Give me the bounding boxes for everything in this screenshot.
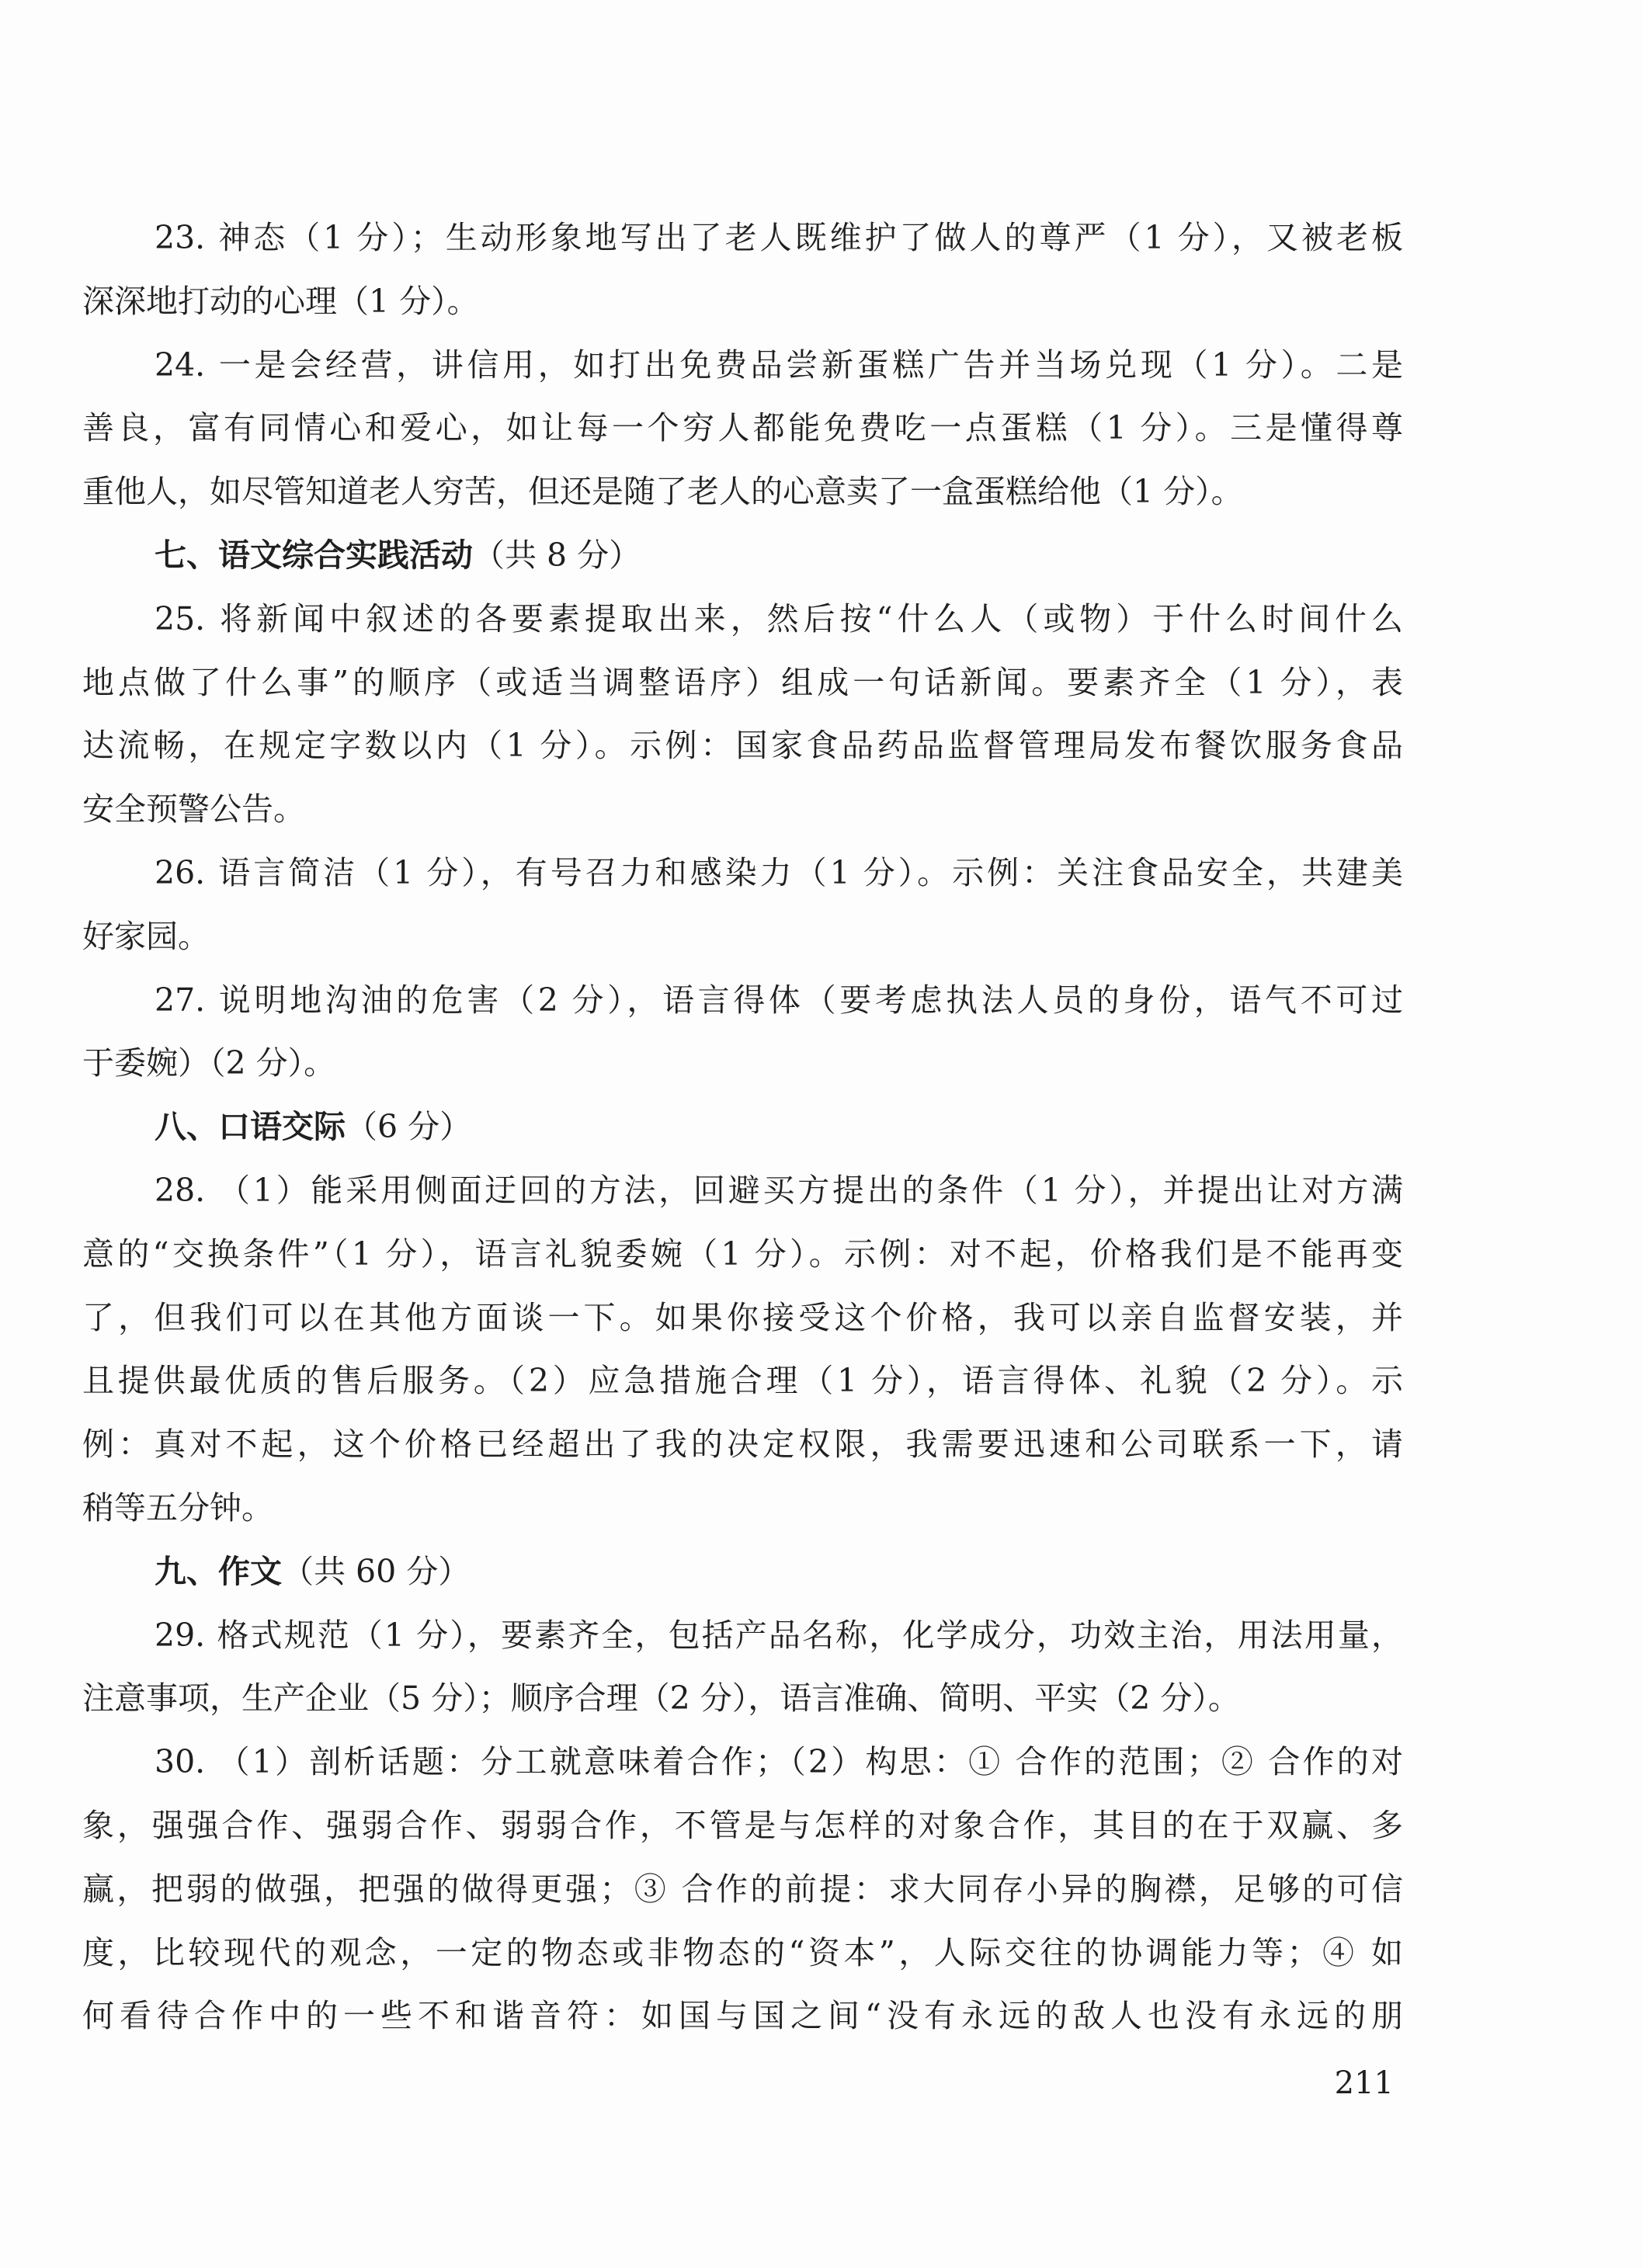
text-line: 度，比较现代的观念，一定的物态或非物态的“资本”，人际交往的协调能力等；④ 如 [82,1933,1403,1971]
text-line: 赢，把弱的做强，把强的做得更强；③ 合作的前提：求大同存小异的胸襟，足够的可信 [82,1870,1403,1908]
text-line: 重他人，如尽管知道老人穷苦，但还是随了老人的心意卖了一盒蛋糕给他（1 分）。 [82,473,1243,511]
text-line: 何看待合作中的一些不和谐音符：如国与国之间“没有永远的敌人也没有永远的朋 [82,1997,1403,2035]
text-line: 23. 神态（1 分）；生动形象地写出了老人既维护了做人的尊严（1 分），又被老板 [155,219,1403,256]
text-line: 注意事项，生产企业（5 分）；顺序合理（2 分），语言准确、简明、平实（2 分）。 [82,1679,1240,1717]
section-heading-title: 七、语文综合实践活动 [155,536,473,574]
section-heading-title: 八、口语交际 [155,1108,346,1146]
text-line: 26. 语言简洁（1 分），有号召力和感染力（1 分）。示例：关注食品安全，共建美 [155,853,1403,891]
text-line: 24. 一是会经营，讲信用，如打出免费品尝新蛋糕广告并当场兑现（1 分）。二是 [155,346,1403,384]
answer-25 [82,588,1403,842]
section-heading-score: （6 分） [346,1108,472,1146]
text-line: 例：真对不起，这个价格已经超出了我的决定权限，我需要迅速和公司联系一下，请 [82,1426,1403,1464]
text-line: 深深地打动的心理（1 分）。 [82,282,479,320]
section-heading-7 [82,524,1403,588]
answer-27 [82,969,1403,1096]
text-line: 29. 格式规范（1 分），要素齐全，包括产品名称，化学成分，功效主治，用法用量， [155,1616,1403,1654]
answer-28 [82,1159,1403,1540]
page-number: 211 [1334,2065,1394,2101]
text-line: 好家园。 [82,917,210,955]
answer-24 [82,334,1403,524]
answer-23 [82,207,1403,334]
text-line: 25. 将新闻中叙述的各要素提取出来，然后按“什么人（或物）于什么时间什么 [155,599,1403,637]
text-line: 且提供最优质的售后服务。（2）应急措施合理（1 分），语言得体、礼貌（2 分）。示 [82,1362,1403,1400]
text-line: 30. （1）剖析话题：分工就意味着合作；（2）构思：① 合作的范围；② 合作的对 [155,1743,1403,1781]
text-line: 安全预警公告。 [82,790,305,828]
answer-26 [82,842,1403,969]
text-line: 了，但我们可以在其他方面谈一下。如果你接受这个价格，我可以亲自监督安装，并 [82,1298,1403,1336]
text-line: 地点做了什么事”的顺序（或适当调整语序）组成一句话新闻。要素齐全（1 分），表 [82,663,1403,701]
section-heading-9 [82,1540,1403,1604]
text-line: 达流畅，在规定字数以内（1 分）。示例：国家食品药品监督管理局发布餐饮服务食品 [82,727,1403,765]
section-heading-score: （共 8 分） [473,536,641,574]
section-heading-title: 九、作文 [155,1552,282,1590]
text-line: 善良，富有同情心和爱心，如让每一个穷人都能免费吃一点蛋糕（1 分）。三是懂得尊 [82,409,1403,447]
text-line: 27. 说明地沟油的危害（2 分），语言得体（要考虑执法人员的身份，语气不可过 [155,981,1403,1019]
text-line: 稍等五分钟。 [82,1488,273,1526]
section-heading-8 [82,1096,1403,1159]
text-line: 28. （1）能采用侧面迂回的方法，回避买方提出的条件（1 分），并提出让对方满 [155,1171,1403,1209]
section-heading-score: （共 60 分） [282,1552,471,1590]
answer-30 [82,1731,1403,2048]
text-line: 意的“交换条件”（1 分），语言礼貌委婉（1 分）。示例：对不起，价格我们是不能再变 [82,1235,1403,1273]
text-line: 象，强强合作、强弱合作、弱弱合作，不管是与怎样的对象合作，其目的在于双赢、多 [82,1806,1403,1844]
answer-text-block [82,207,1403,2048]
text-line: 于委婉）（2 分）。 [82,1044,336,1082]
answer-29 [82,1604,1403,1731]
